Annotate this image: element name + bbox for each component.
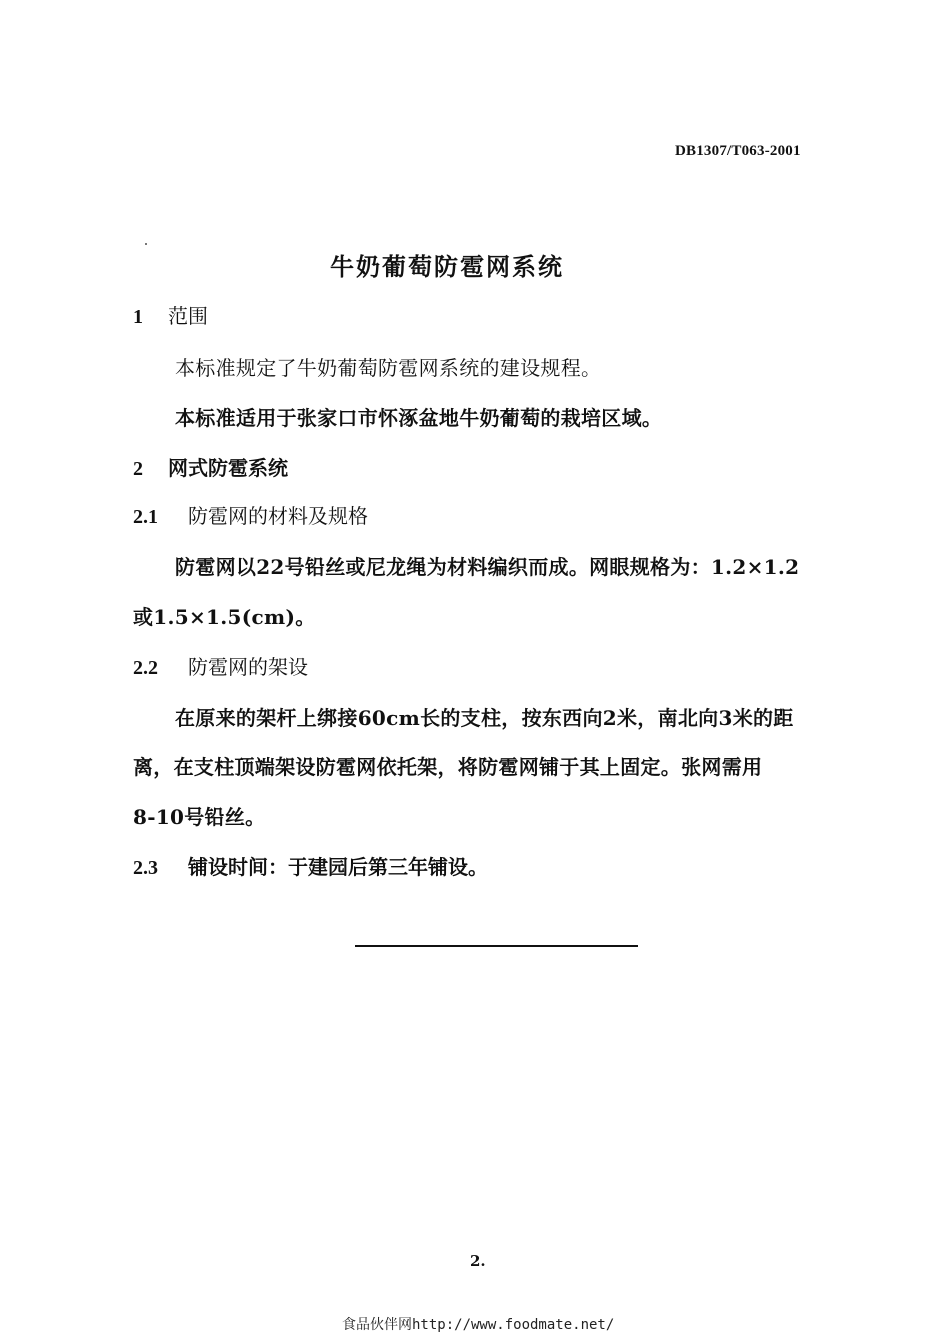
subsection-2-1-heading [133,500,368,529]
section-title: 网式防雹系统 [168,456,288,480]
page-number: 2. [470,1252,486,1270]
standard-code: DB1307/T063-2001 [675,143,801,159]
paragraph: 本标准适用于张家口市怀涿盆地牛奶葡萄的栽培区域。 [175,406,663,430]
paragraph: 本标准规定了牛奶葡萄防雹网系统的建设规程。 [175,356,602,380]
section-title: 范围 [168,304,208,328]
scan-speck [145,243,147,245]
subsection-title: 防雹网的架设 [188,655,308,679]
section-number: 2 [133,458,143,480]
section-2-heading [133,452,288,481]
subsection-number: 2.2 [133,657,158,679]
subsection-number: 2.3 [133,857,158,879]
subsection-title: 铺设时间：于建园后第三年铺设。 [188,855,488,879]
text-line: 离，在支柱顶端架设防雹网依托架，将防雹网铺于其上固定。张网需用 [133,755,763,779]
text-line: 防雹网以22号铅丝或尼龙绳为材料编织而成。网眼规格为：1.2×1.2 [175,555,800,579]
subsection-2-3-heading [133,851,488,880]
text-line: 8-10号铅丝。 [133,805,266,829]
text-line: 在原来的架杆上绑接60cm长的支柱，按东西向2米，南北向3米的距 [175,706,794,730]
document-title: 牛奶葡萄防雹网系统 [330,252,564,281]
end-rule-divider [355,945,638,947]
subsection-title: 防雹网的材料及规格 [188,504,368,528]
footer-watermark: 食品伙伴网http://www.foodmate.net/ [342,1317,615,1333]
section-number: 1 [133,306,143,328]
subsection-number: 2.1 [133,506,158,528]
section-1-heading [133,300,208,329]
subsection-2-2-heading [133,651,308,680]
text-line: 或1.5×1.5(cm)。 [133,605,316,629]
